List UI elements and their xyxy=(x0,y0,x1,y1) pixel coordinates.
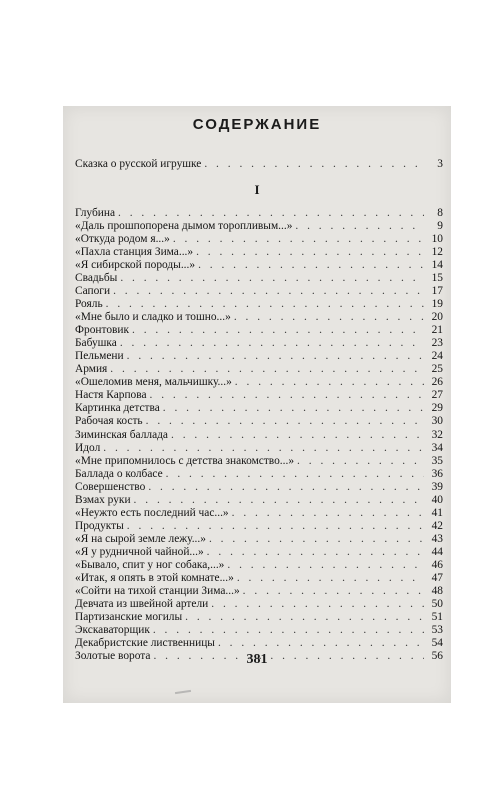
ink-smudge xyxy=(175,690,191,694)
toc-entry xyxy=(75,442,443,455)
toc-entry-page: 9 xyxy=(437,220,443,233)
toc-entry-page: 51 xyxy=(431,610,443,623)
toc-entry-title: Бабушка xyxy=(75,337,117,350)
toc-entry-title: Девчата из швейной артели xyxy=(75,597,209,610)
toc-entry xyxy=(75,298,443,311)
toc-entry xyxy=(75,572,443,585)
leader-dots xyxy=(209,533,424,546)
toc-entry-title: Партизанские могилы xyxy=(75,610,183,623)
leader-dots xyxy=(207,546,424,559)
leader-dots xyxy=(295,220,424,233)
toc-entry-page: 40 xyxy=(431,493,443,506)
leader-dots xyxy=(127,520,424,533)
toc-entry-title: «Откуда родом я...» xyxy=(75,233,170,246)
toc-entry-page: 21 xyxy=(431,324,443,337)
toc-entry-page: 24 xyxy=(431,350,443,363)
toc-entry xyxy=(75,598,443,611)
leader-dots xyxy=(110,363,424,376)
leader-dots xyxy=(150,389,424,402)
toc-entry-title: «Итак, я опять в этой комнате...» xyxy=(75,571,234,584)
leader-dots xyxy=(153,624,424,637)
toc-entry-title: «Я на сырой земле лежу...» xyxy=(75,532,206,545)
toc-entry-title: «Ошеломив меня, мальчишку...» xyxy=(75,376,232,389)
toc-entry xyxy=(75,363,443,376)
toc-entry xyxy=(75,389,443,402)
toc-entry xyxy=(75,402,443,415)
toc-entry-page: 34 xyxy=(431,441,443,454)
toc-entry xyxy=(75,246,443,259)
toc-entry-title: «Я сибирской породы...» xyxy=(75,259,196,272)
toc-entry-page: 19 xyxy=(431,298,443,311)
toc-entry-title: Картинка детства xyxy=(75,402,160,415)
leader-dots xyxy=(211,598,424,611)
toc-entry-page: 29 xyxy=(431,402,443,415)
toc-entry-page: 25 xyxy=(431,363,443,376)
leader-dots xyxy=(297,455,424,468)
toc-entry-page: 43 xyxy=(431,532,443,545)
toc-entry xyxy=(75,494,443,507)
toc-entry-page: 3 xyxy=(437,158,443,170)
toc-entry-title: Совершенство xyxy=(75,480,146,493)
toc-entry xyxy=(75,585,443,598)
toc-entry-page: 47 xyxy=(431,571,443,584)
toc-entry-page: 35 xyxy=(431,454,443,467)
toc-entry-title: «Я у рудничной чайной...» xyxy=(75,545,204,558)
toc-entry xyxy=(75,481,443,494)
toc-entry-title: «Пахла станция Зима...» xyxy=(75,246,194,259)
toc-entry-page: 14 xyxy=(431,259,443,272)
toc-entry-title: Экскаваторщик xyxy=(75,623,150,636)
toc-entry-page: 42 xyxy=(431,519,443,532)
toc-entry-page: 56 xyxy=(431,650,443,663)
toc-entry xyxy=(75,415,443,428)
toc-entry-title: «Сойти на тихой станции Зима...» xyxy=(75,584,240,597)
toc-entry-title: «Мне было и сладко и тошно...» xyxy=(75,311,231,324)
toc-entry-page: 8 xyxy=(437,207,443,219)
toc-entry-page: 20 xyxy=(431,311,443,324)
leader-dots xyxy=(227,559,424,572)
leader-dots xyxy=(232,507,424,520)
toc-entry-page: 50 xyxy=(431,597,443,610)
leader-dots xyxy=(234,311,424,324)
toc-entry-title: «Даль прошпопорена дымом торопливым...» xyxy=(75,220,293,233)
leader-dots xyxy=(148,481,424,494)
toc-entry-title: Декабристские лиственницы xyxy=(75,636,215,649)
leader-dots xyxy=(171,429,424,442)
toc-entry-title: «Неужто есть последний час...» xyxy=(75,506,229,519)
toc-entry-title: Идол xyxy=(75,441,101,454)
leader-dots xyxy=(134,494,424,507)
toc-entry xyxy=(75,350,443,363)
toc-entry-title: Рояль xyxy=(75,298,103,311)
page-heading: СОДЕРЖАНИЕ xyxy=(192,116,322,133)
leader-dots xyxy=(198,259,424,272)
toc-entry-page: 23 xyxy=(431,337,443,350)
toc-entry-title: Свадьбы xyxy=(75,272,118,285)
leader-dots xyxy=(127,350,424,363)
toc-entry-page: 32 xyxy=(431,428,443,441)
toc-entry-title: Взмах руки xyxy=(75,493,131,506)
toc-entry-page: 54 xyxy=(431,636,443,649)
toc-entry-title: «Мне припомнилось с детства знакомство...» xyxy=(75,454,295,467)
toc-entry xyxy=(75,220,443,233)
toc-entry xyxy=(75,311,443,324)
toc-entry xyxy=(75,468,443,481)
toc-entry-title: Сапоги xyxy=(75,285,111,298)
leader-dots xyxy=(173,233,424,246)
toc-entry-page: 10 xyxy=(431,233,443,246)
leader-dots xyxy=(120,272,424,285)
leader-dots xyxy=(196,246,424,259)
toc-entry-title: Рабочая кость xyxy=(75,415,143,428)
toc-entry-page: 44 xyxy=(431,545,443,558)
toc-entry xyxy=(75,207,443,220)
toc-entry-page: 17 xyxy=(431,285,443,298)
leader-dots xyxy=(113,285,424,298)
toc-entry-page: 12 xyxy=(431,246,443,259)
toc-entry xyxy=(75,611,443,624)
leader-dots xyxy=(120,337,424,350)
leader-dots xyxy=(103,442,424,455)
toc-entry xyxy=(75,455,443,468)
toc-entry-title: Продукты xyxy=(75,519,124,532)
toc-entry-page: 27 xyxy=(431,389,443,402)
book-page xyxy=(63,106,451,703)
toc-entry-page: 39 xyxy=(431,480,443,493)
toc-entry-title: Баллада о колбасе xyxy=(75,467,163,480)
leader-dots xyxy=(132,324,424,337)
toc-entry-page: 41 xyxy=(431,506,443,519)
toc-entry-title: Армия xyxy=(75,363,108,376)
toc-entry xyxy=(75,546,443,559)
leader-dots xyxy=(146,415,424,428)
toc-entry-title: Фронтовик xyxy=(75,324,130,337)
toc-entry-title: Пельмени xyxy=(75,350,124,363)
leader-dots xyxy=(118,207,424,220)
toc-entry xyxy=(75,624,443,637)
toc-entry-title: «Бывало, спит у ног собака,...» xyxy=(75,558,225,571)
leader-dots xyxy=(243,585,424,598)
toc-entry-page: 53 xyxy=(431,623,443,636)
toc-entry-page: 36 xyxy=(431,467,443,480)
section-number: I xyxy=(254,182,260,197)
toc-entry xyxy=(75,285,443,298)
toc-entry-intro xyxy=(75,158,443,171)
toc-entry xyxy=(75,324,443,337)
toc-entry xyxy=(75,533,443,546)
toc-entry xyxy=(75,272,443,285)
leader-dots xyxy=(235,376,424,389)
toc-entry xyxy=(75,376,443,389)
toc-entry xyxy=(75,259,443,272)
leader-dots xyxy=(185,611,424,624)
toc-entry xyxy=(75,507,443,520)
toc-entry-page: 30 xyxy=(431,415,443,428)
leader-dots xyxy=(218,637,424,650)
leader-dots xyxy=(204,158,424,171)
toc-entry xyxy=(75,429,443,442)
toc-entry-page: 15 xyxy=(431,272,443,285)
toc-entry-page: 48 xyxy=(431,584,443,597)
toc-entry-page: 26 xyxy=(431,376,443,389)
toc-entry xyxy=(75,233,443,246)
toc-entry-title: Сказка о русской игрушке xyxy=(75,158,202,170)
toc-entry-title: Настя Карпова xyxy=(75,389,147,402)
toc-entry-title: Глубина xyxy=(75,207,115,219)
toc-entry xyxy=(75,520,443,533)
toc-entry xyxy=(75,337,443,350)
toc-entry-title: Зиминская баллада xyxy=(75,428,168,441)
leader-dots xyxy=(163,402,424,415)
toc-entry-title: Золотые ворота xyxy=(75,650,151,663)
toc-entry xyxy=(75,637,443,650)
leader-dots xyxy=(106,298,424,311)
toc-entry-page: 46 xyxy=(431,558,443,571)
page-number: 381 xyxy=(246,652,268,667)
leader-dots xyxy=(237,572,424,585)
leader-dots xyxy=(166,468,424,481)
toc-entry xyxy=(75,559,443,572)
